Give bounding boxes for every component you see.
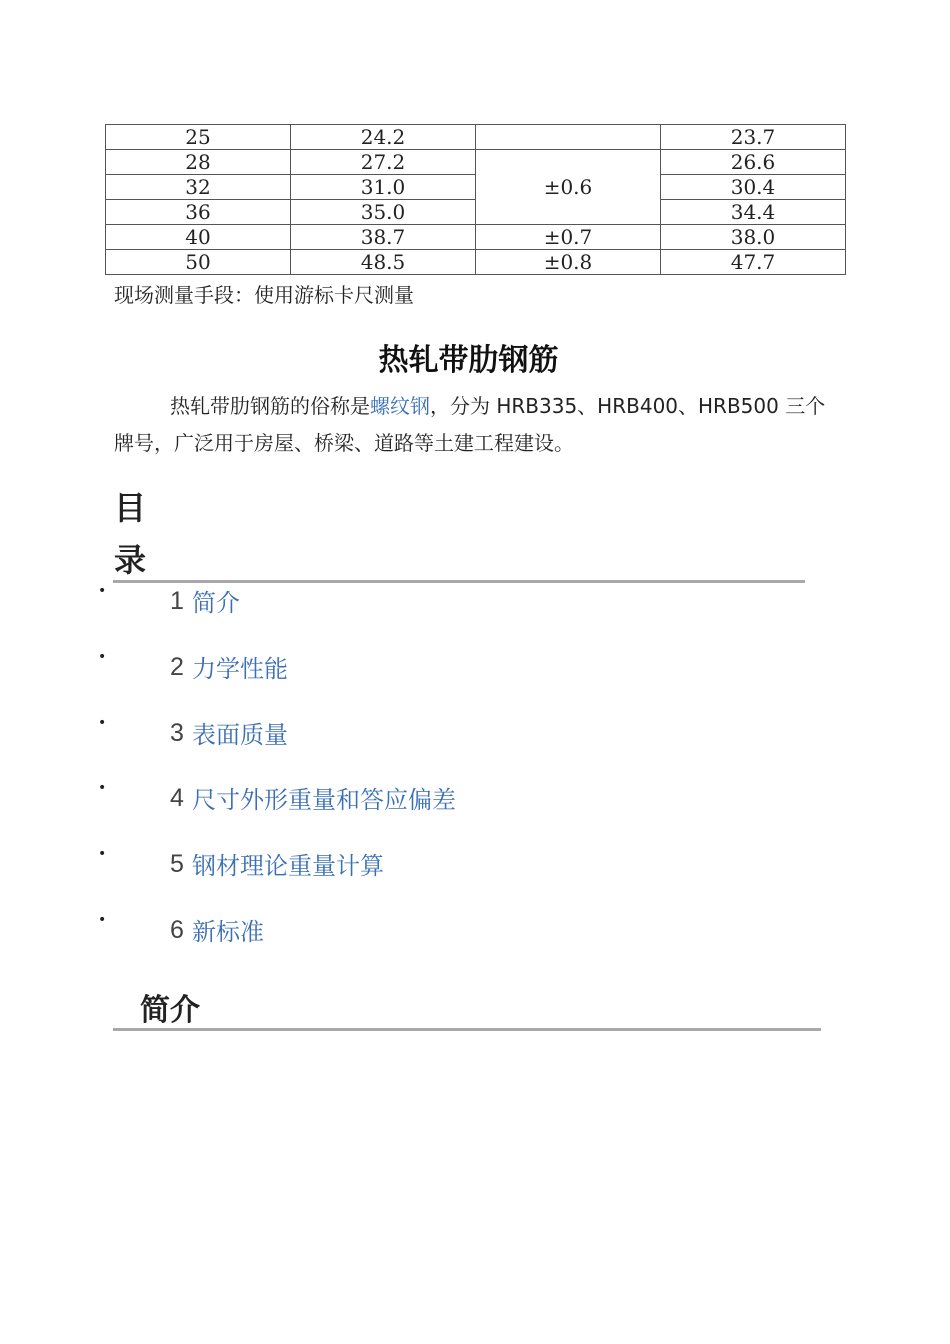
table-cell: 38.7: [291, 225, 476, 250]
toc-number: 1: [170, 587, 184, 615]
section-heading-intro: 简介: [140, 993, 200, 1028]
table-cell: 40: [106, 225, 291, 250]
table-cell: [476, 125, 661, 150]
bullet-icon: •: [98, 780, 107, 797]
toc-heading: 目录: [114, 489, 147, 579]
table-cell: 50: [106, 250, 291, 275]
table-cell: 35.0: [291, 200, 476, 225]
table-cell: 28: [106, 150, 291, 175]
table-cell: 27.2: [291, 150, 476, 175]
table-cell: 36: [106, 200, 291, 225]
bullet-icon: •: [98, 911, 107, 928]
weight-tolerance-table: [105, 124, 846, 275]
bullet-icon: •: [98, 583, 107, 599]
bullet-icon: •: [98, 846, 107, 863]
table-cell: 47.7: [661, 250, 846, 275]
table-cell: 25: [106, 125, 291, 150]
table-cell: 32: [106, 175, 291, 200]
table-cell: 31.0: [291, 175, 476, 200]
toc-link-intro[interactable]: 简介: [192, 589, 240, 617]
toc-number: 2: [170, 652, 184, 681]
page-title: 热轧带肋钢筋: [378, 343, 559, 378]
toc-link-new-standard[interactable]: 新标准: [192, 917, 264, 946]
table-row: [106, 225, 846, 250]
table-cell: 48.5: [291, 250, 476, 275]
table-row: [106, 125, 846, 150]
toc-number: 6: [170, 915, 184, 944]
table-row: [106, 250, 846, 275]
intro-paragraph: [114, 388, 844, 462]
table-cell: 26.6: [661, 150, 846, 175]
measurement-note: 现场测量手段：使用游标卡尺测量: [114, 283, 414, 307]
toc-link-mechanical[interactable]: 力学性能: [192, 654, 288, 683]
toc-number: 4: [170, 784, 184, 813]
bullet-icon: •: [98, 648, 107, 665]
section-divider: [113, 1028, 821, 1031]
table-cell: 24.2: [291, 125, 476, 150]
intro-text-before: 热轧带肋钢筋的俗称是: [170, 394, 370, 418]
table-cell: 34.4: [661, 200, 846, 225]
table-cell: ±0.6: [476, 150, 661, 225]
toc-link-dimensions[interactable]: 尺寸外形重量和答应偏差: [192, 786, 456, 815]
bullet-icon: •: [98, 714, 107, 731]
table-cell: 38.0: [661, 225, 846, 250]
rebar-link[interactable]: 螺纹钢: [370, 394, 430, 418]
toc-link-weight-calc[interactable]: 钢材理论重量计算: [192, 852, 384, 881]
toc-number: 5: [170, 850, 184, 879]
table-cell: ±0.7: [476, 225, 661, 250]
table-cell: ±0.8: [476, 250, 661, 275]
table-cell: 23.7: [661, 125, 846, 150]
intro-text-after: ，分为 HRB335、HRB400、HRB500 三个牌号，广泛用于房屋、桥梁、道路等土建工程建设。: [114, 394, 826, 455]
table-cell: 30.4: [661, 175, 846, 200]
toc-link-surface[interactable]: 表面质量: [192, 720, 288, 749]
toc-number: 3: [170, 718, 184, 747]
table-row: [106, 150, 846, 175]
